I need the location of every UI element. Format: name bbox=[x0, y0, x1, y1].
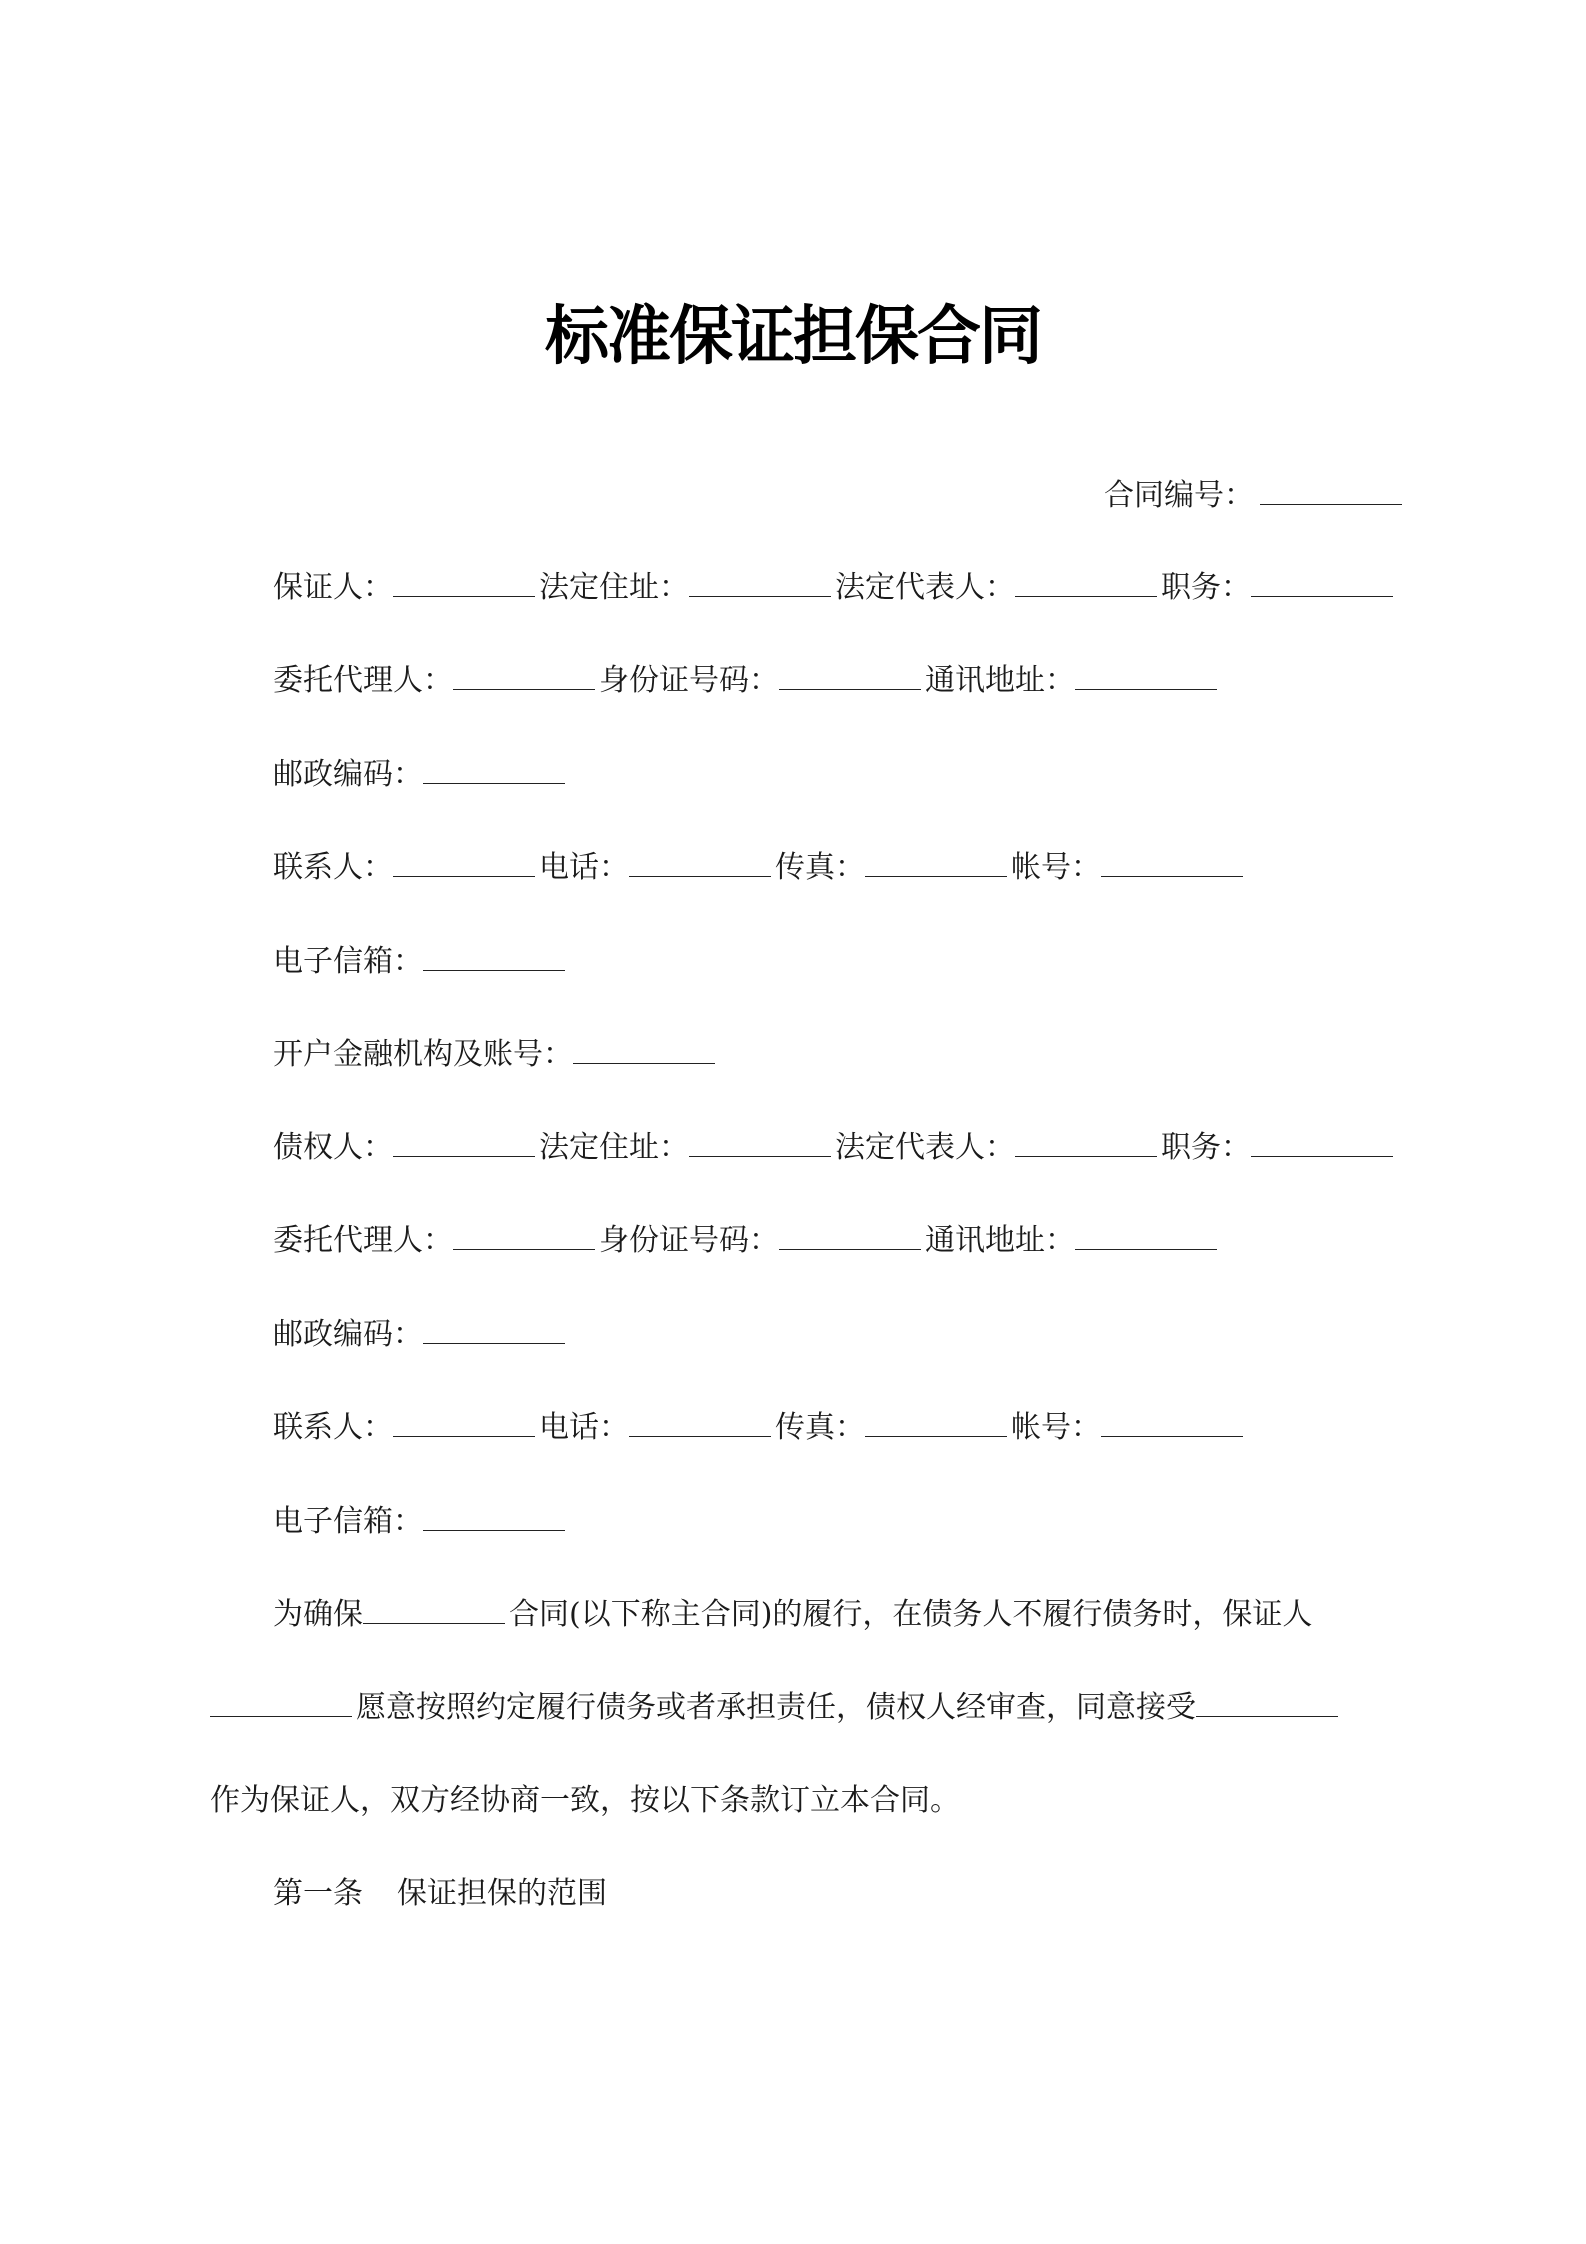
field-label: 传真： bbox=[775, 850, 865, 885]
article-title: 保证担保的范围 bbox=[397, 1876, 607, 1911]
creditor-mailing-blank[interactable] bbox=[1075, 1223, 1217, 1250]
article-1-heading bbox=[273, 1874, 607, 1914]
field-label: 帐号： bbox=[1011, 1410, 1101, 1445]
field-label: 委托代理人： bbox=[273, 1223, 453, 1258]
creditor-line-3 bbox=[273, 1315, 569, 1355]
field-label: 开户金融机构及账号： bbox=[273, 1037, 573, 1072]
preamble-text: 愿意按照约定履行债务或者承担责任，债权人经审查，同意接受 bbox=[356, 1690, 1196, 1725]
field-label: 法定代表人： bbox=[835, 570, 1015, 605]
document-title: 标准保证担保合同 bbox=[545, 300, 1041, 374]
creditor-title-blank[interactable] bbox=[1251, 1130, 1393, 1157]
field-label: 职务： bbox=[1161, 1130, 1251, 1165]
guarantor-id-blank[interactable] bbox=[779, 663, 921, 690]
creditor-line-4 bbox=[273, 1408, 1247, 1448]
field-label: 邮政编码： bbox=[273, 757, 423, 792]
creditor-line-2 bbox=[273, 1221, 1221, 1261]
guarantor-title-blank[interactable] bbox=[1251, 570, 1393, 597]
creditor-email-blank[interactable] bbox=[423, 1504, 565, 1531]
preamble-text: 作为保证人，双方经协商一致，按以下条款订立本合同。 bbox=[210, 1783, 960, 1818]
guarantor-line-3 bbox=[273, 755, 569, 795]
guarantor-email-blank[interactable] bbox=[423, 944, 565, 971]
guarantor-line-2 bbox=[273, 661, 1221, 701]
creditor-line-1 bbox=[273, 1128, 1397, 1168]
guarantor-line-1 bbox=[273, 568, 1397, 608]
creditor-name-blank[interactable] bbox=[393, 1130, 535, 1157]
field-label: 联系人： bbox=[273, 850, 393, 885]
field-label: 身份证号码： bbox=[599, 1223, 779, 1258]
guarantor-party-blank[interactable] bbox=[210, 1690, 352, 1717]
creditor-id-blank[interactable] bbox=[779, 1223, 921, 1250]
field-label: 法定住址： bbox=[539, 570, 689, 605]
guarantor-fax-blank[interactable] bbox=[865, 850, 1007, 877]
field-label: 电话： bbox=[539, 1410, 629, 1445]
guarantor-mailing-blank[interactable] bbox=[1075, 663, 1217, 690]
preamble-text: 合同(以下称主合同)的履行，在债务人不履行债务时，保证人 bbox=[509, 1597, 1313, 1632]
field-label: 债权人： bbox=[273, 1130, 393, 1165]
creditor-rep-blank[interactable] bbox=[1015, 1130, 1157, 1157]
guarantor-account-blank[interactable] bbox=[1101, 850, 1243, 877]
creditor-address-blank[interactable] bbox=[689, 1130, 831, 1157]
preamble-line-1 bbox=[273, 1595, 1312, 1635]
creditor-agent-blank[interactable] bbox=[453, 1223, 595, 1250]
contract-number-blank[interactable] bbox=[1260, 478, 1402, 505]
creditor-fax-blank[interactable] bbox=[865, 1410, 1007, 1437]
field-label: 职务： bbox=[1161, 570, 1251, 605]
guarantor-address-blank[interactable] bbox=[689, 570, 831, 597]
guarantor-agent-blank[interactable] bbox=[453, 663, 595, 690]
preamble-text: 为确保 bbox=[273, 1597, 363, 1632]
main-contract-blank[interactable] bbox=[363, 1597, 505, 1624]
contract-number-label: 合同编号： bbox=[1104, 478, 1254, 513]
field-label: 身份证号码： bbox=[599, 663, 779, 698]
creditor-account-blank[interactable] bbox=[1101, 1410, 1243, 1437]
field-label: 帐号： bbox=[1011, 850, 1101, 885]
field-label: 委托代理人： bbox=[273, 663, 453, 698]
field-label: 联系人： bbox=[273, 1410, 393, 1445]
field-label: 电子信箱： bbox=[273, 1504, 423, 1539]
guarantor-line-6 bbox=[273, 1035, 719, 1075]
field-label: 法定代表人： bbox=[835, 1130, 1015, 1165]
guarantor-postcode-blank[interactable] bbox=[423, 757, 565, 784]
guarantor-line-5 bbox=[273, 942, 569, 982]
field-label: 法定住址： bbox=[539, 1130, 689, 1165]
guarantor-phone-blank[interactable] bbox=[629, 850, 771, 877]
guarantor-bank-blank[interactable] bbox=[573, 1037, 715, 1064]
guarantor-name-blank[interactable] bbox=[393, 570, 535, 597]
guarantor-rep-blank[interactable] bbox=[1015, 570, 1157, 597]
creditor-phone-blank[interactable] bbox=[629, 1410, 771, 1437]
creditor-line-5 bbox=[273, 1502, 569, 1542]
contract-number-line bbox=[1104, 476, 1406, 516]
field-label: 电子信箱： bbox=[273, 944, 423, 979]
field-label: 电话： bbox=[539, 850, 629, 885]
field-label: 传真： bbox=[775, 1410, 865, 1445]
field-label: 邮政编码： bbox=[273, 1317, 423, 1352]
creditor-postcode-blank[interactable] bbox=[423, 1317, 565, 1344]
preamble-line-3 bbox=[210, 1781, 960, 1821]
creditor-contact-blank[interactable] bbox=[393, 1410, 535, 1437]
field-label: 通讯地址： bbox=[925, 663, 1075, 698]
preamble-line-2 bbox=[210, 1688, 1342, 1728]
field-label: 保证人： bbox=[273, 570, 393, 605]
field-label: 通讯地址： bbox=[925, 1223, 1075, 1258]
accepted-guarantor-blank[interactable] bbox=[1196, 1690, 1338, 1717]
guarantor-line-4 bbox=[273, 848, 1247, 888]
guarantor-contact-blank[interactable] bbox=[393, 850, 535, 877]
article-number: 第一条 bbox=[273, 1876, 363, 1911]
